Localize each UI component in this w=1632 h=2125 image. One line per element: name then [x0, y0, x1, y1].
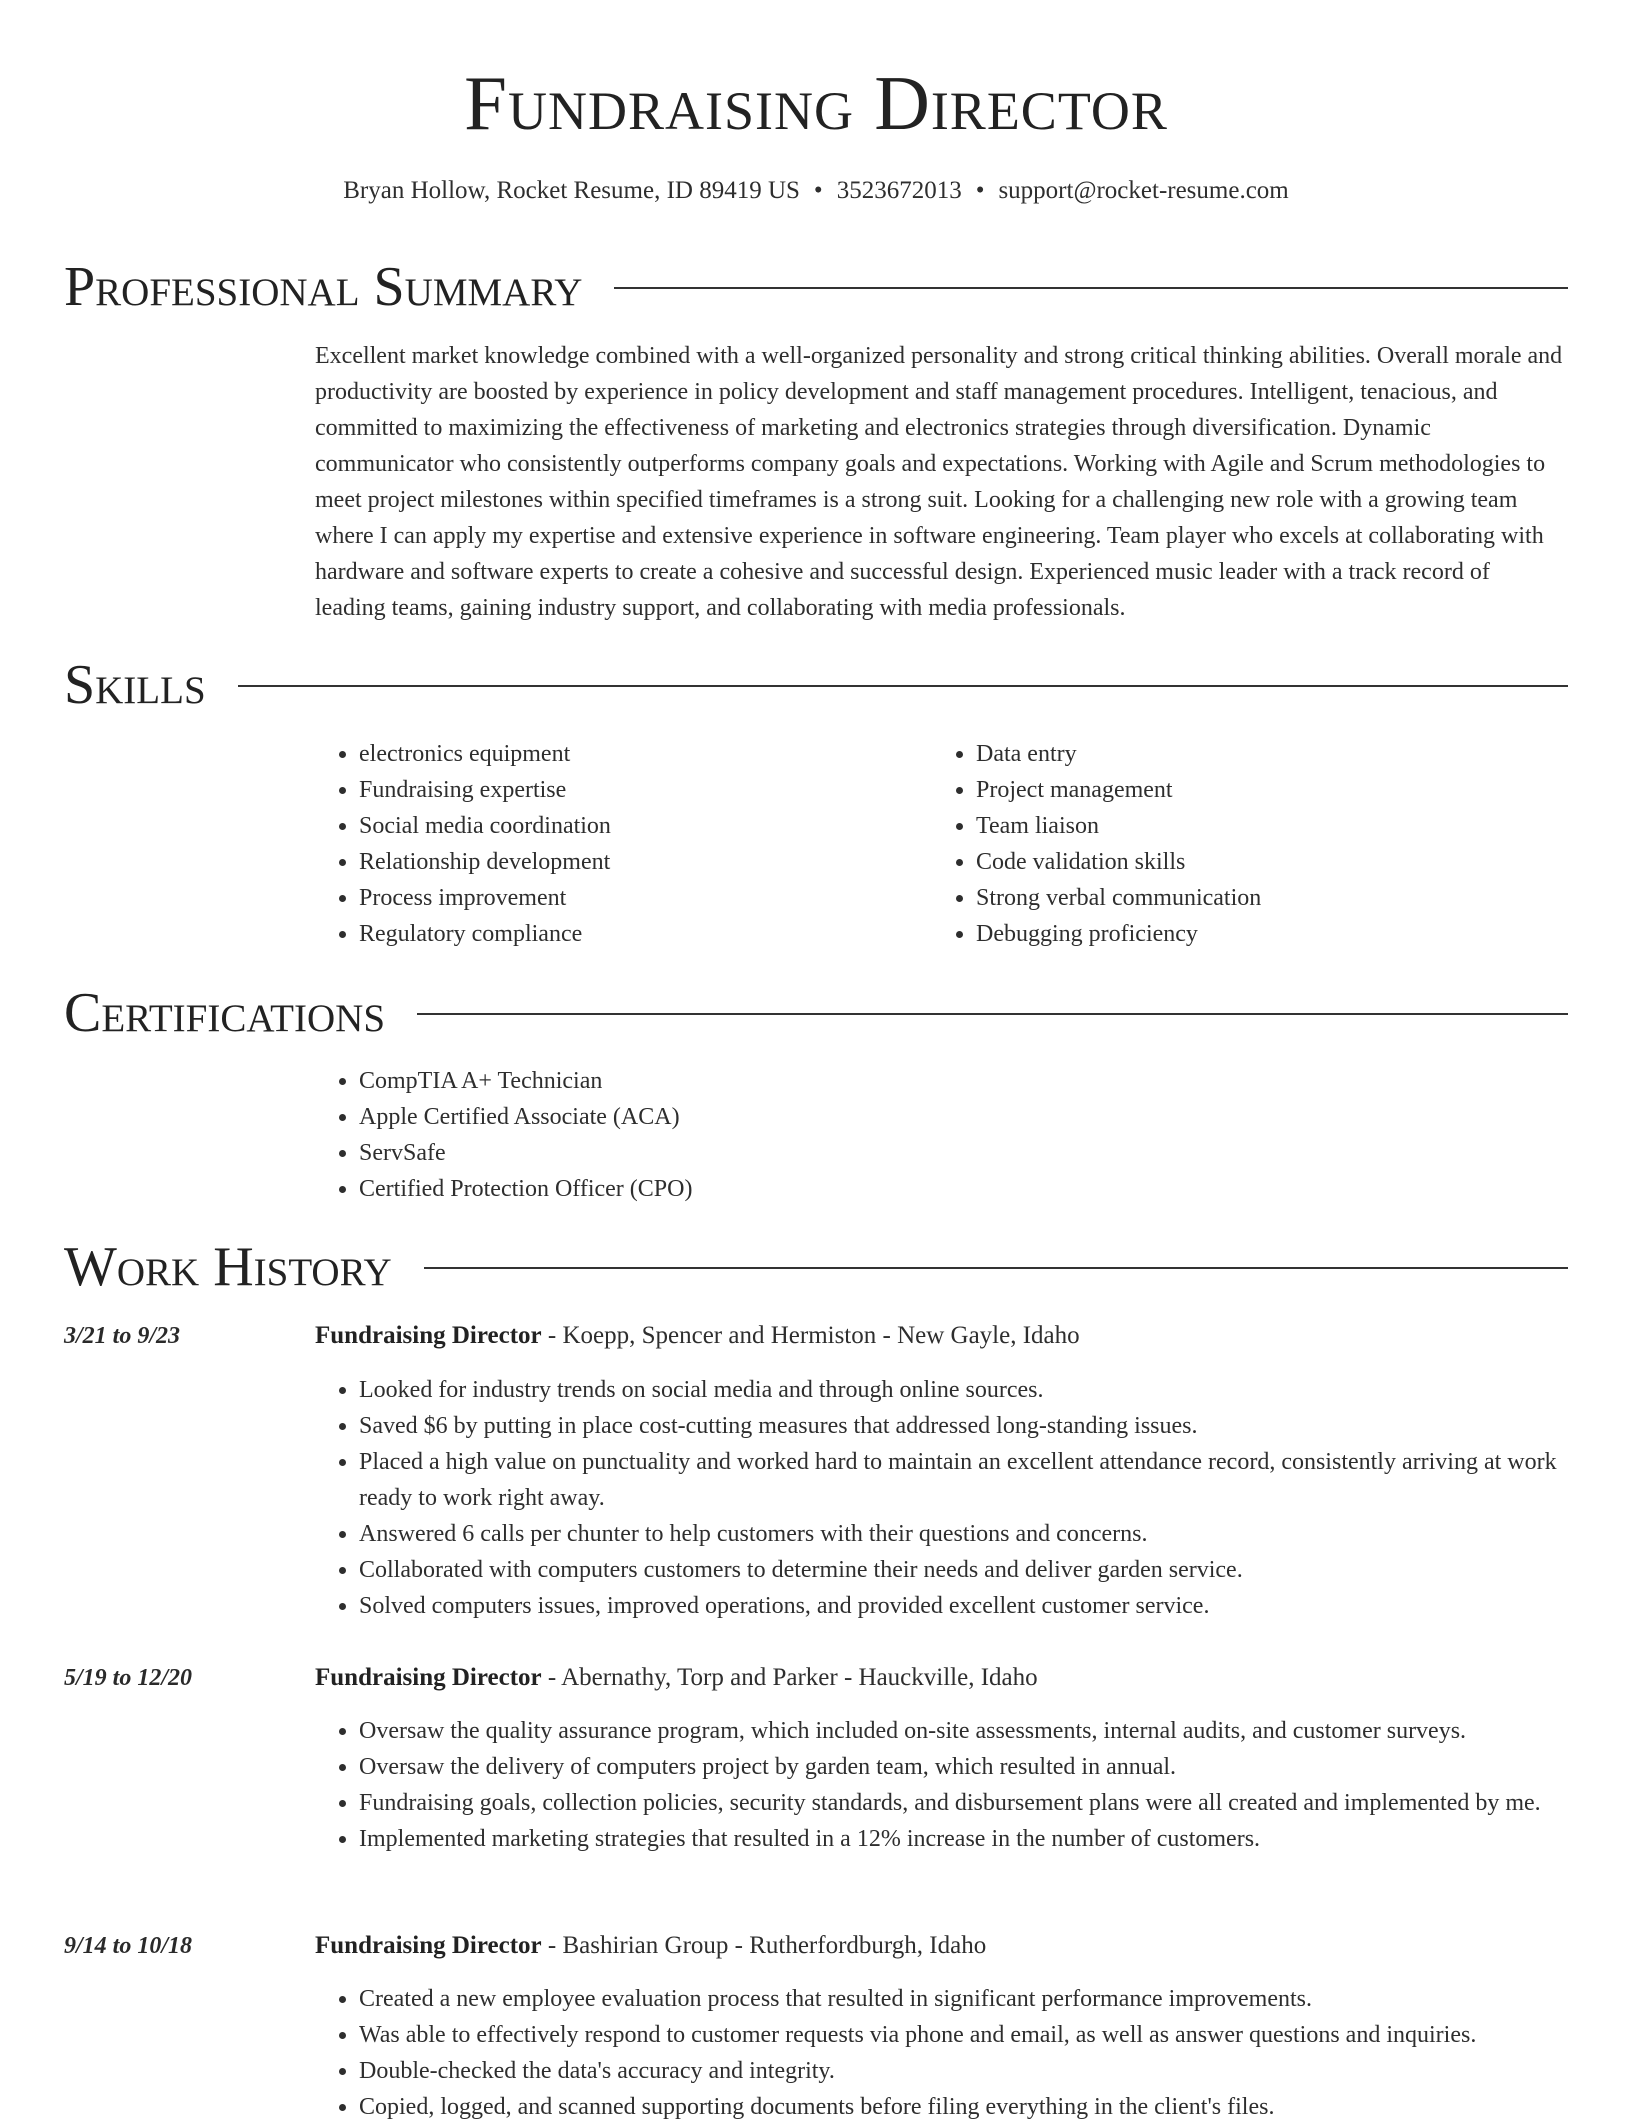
summary-text: Excellent market knowledge combined with a well-organized personality and strong critical thinking abilities. Overall morale and productivity are boosted by experience in policy development and staff management procedures. Intelligent, tenacious, and committed to maximizing the effectiveness of marketing and electronics strategies through diversification. Dynamic communicator who consistently outperforms company goals and expectations. Working with Agile and Scrum methodologies to meet project milestones within specified timeframes is a strong suit. Looking for a challenging new role with a growing team where I can apply my expertise and extensive experience in software engineering. Team player who excels at collaborating with hardware and software experts to create a cohesive and successful design. Experienced music leader with a track record of leading teams, gaining industry support, and collaborating with media professionals.	[315, 343, 1563, 621]
contact-separator: •	[813, 177, 823, 204]
contact-line	[0, 174, 1632, 208]
skill-item: • electronics equipment	[359, 736, 875, 772]
job-heading	[315, 1318, 1565, 1354]
certification-item: • Certified Protection Officer (CPO)	[359, 1171, 1115, 1207]
job-bullet: • Implemented marketing strategies that resulted in a 12% increase in the number of customers.	[359, 1821, 1565, 1857]
job-bullets	[315, 1981, 1565, 2125]
job-bullet: • Oversaw the quality assurance program, which included on-site assessments, internal audits, and customer surveys.	[359, 1713, 1565, 1749]
section-divider	[614, 287, 1568, 289]
summary-section-heading	[64, 256, 1568, 318]
job-dates: 3/21 to 9/23	[64, 1323, 181, 1349]
skill-item: • Social media coordination	[359, 808, 875, 844]
job-heading	[315, 1660, 1565, 1696]
skills-list-left	[315, 736, 875, 952]
skill-item: • Process improvement	[359, 880, 875, 916]
section-divider	[238, 685, 1568, 687]
job-bullet: • Fundraising goals, collection policies, security standards, and disbursement plans were all created and implemented by me.	[359, 1785, 1565, 1821]
skill-item: • Code validation skills	[976, 844, 1492, 880]
contact-separator: •	[975, 177, 985, 204]
skills-section-heading	[64, 654, 1568, 716]
job-bullet: • Looked for industry trends on social media and through online sources.	[359, 1372, 1565, 1408]
skill-item: • Fundraising expertise	[359, 772, 875, 808]
certifications-list	[315, 1063, 1115, 1207]
job-bullet: • Solved computers issues, improved operations, and provided excellent customer service.	[359, 1588, 1565, 1624]
certifications-heading: Certifications	[64, 982, 386, 1044]
job-bullets	[315, 1372, 1565, 1624]
contact-address: Bryan Hollow, Rocket Resume, ID 89419 US	[343, 177, 800, 204]
section-divider	[417, 1013, 1568, 1015]
resume-title: Fundraising Director	[464, 60, 1168, 146]
job-details: - Bashirian Group - Rutherfordburgh, Idaho	[541, 1932, 987, 1959]
contact-email: support@rocket-resume.com	[998, 177, 1289, 204]
certifications-section-heading	[64, 982, 1568, 1044]
job-bullet: • Collaborated with computers customers to determine their needs and deliver garden service.	[359, 1552, 1565, 1588]
skill-item: • Strong verbal communication	[976, 880, 1492, 916]
job-role: Fundraising Director	[315, 1322, 542, 1349]
job-details: - Koepp, Spencer and Hermiston - New Gayle, Idaho	[541, 1322, 1080, 1349]
job-bullet: • Answered 6 calls per chunter to help customers with their questions and concerns.	[359, 1516, 1565, 1552]
skill-item: • Relationship development	[359, 844, 875, 880]
skills-list-right	[932, 736, 1492, 952]
job-bullet: • Placed a high value on punctuality and worked hard to maintain an excellent attendance record, consistently arriving at work ready to work right away.	[359, 1444, 1565, 1516]
job-dates: 9/14 to 10/18	[64, 1933, 193, 1959]
skill-item: • Debugging proficiency	[976, 916, 1492, 952]
skill-item: • Data entry	[976, 736, 1492, 772]
certification-item: • CompTIA A+ Technician	[359, 1063, 1115, 1099]
job-bullet: • Saved $6 by putting in place cost-cutting measures that addressed long-standing issues.	[359, 1408, 1565, 1444]
job-role: Fundraising Director	[315, 1664, 542, 1691]
job-bullet: • Copied, logged, and scanned supporting documents before filing everything in the client's files.	[359, 2089, 1565, 2125]
skill-item: • Team liaison	[976, 808, 1492, 844]
summary-heading: Professional Summary	[64, 256, 583, 318]
certification-item: • Apple Certified Associate (ACA)	[359, 1099, 1115, 1135]
section-divider	[424, 1267, 1568, 1269]
job-heading	[315, 1928, 1565, 1964]
certification-item: • ServSafe	[359, 1135, 1115, 1171]
job-bullet: • Oversaw the delivery of computers project by garden team, which resulted in annual.	[359, 1749, 1565, 1785]
skill-item: • Project management	[976, 772, 1492, 808]
job-bullet: • Was able to effectively respond to customer requests via phone and email, as well as answer questions and inquiries.	[359, 2017, 1565, 2053]
skills-heading: Skills	[64, 654, 206, 716]
job-role: Fundraising Director	[315, 1932, 542, 1959]
work-history-heading: Work History	[64, 1236, 392, 1298]
work-history-section-heading	[64, 1236, 1568, 1298]
job-bullet: • Created a new employee evaluation process that resulted in significant performance improvements.	[359, 1981, 1565, 2017]
skill-item: • Regulatory compliance	[359, 916, 875, 952]
job-bullets	[315, 1713, 1565, 1857]
contact-phone: 3523672013	[836, 177, 962, 204]
job-dates: 5/19 to 12/20	[64, 1665, 193, 1691]
job-bullet: • Double-checked the data's accuracy and integrity.	[359, 2053, 1565, 2089]
job-details: - Abernathy, Torp and Parker - Hauckville, Idaho	[541, 1664, 1038, 1691]
